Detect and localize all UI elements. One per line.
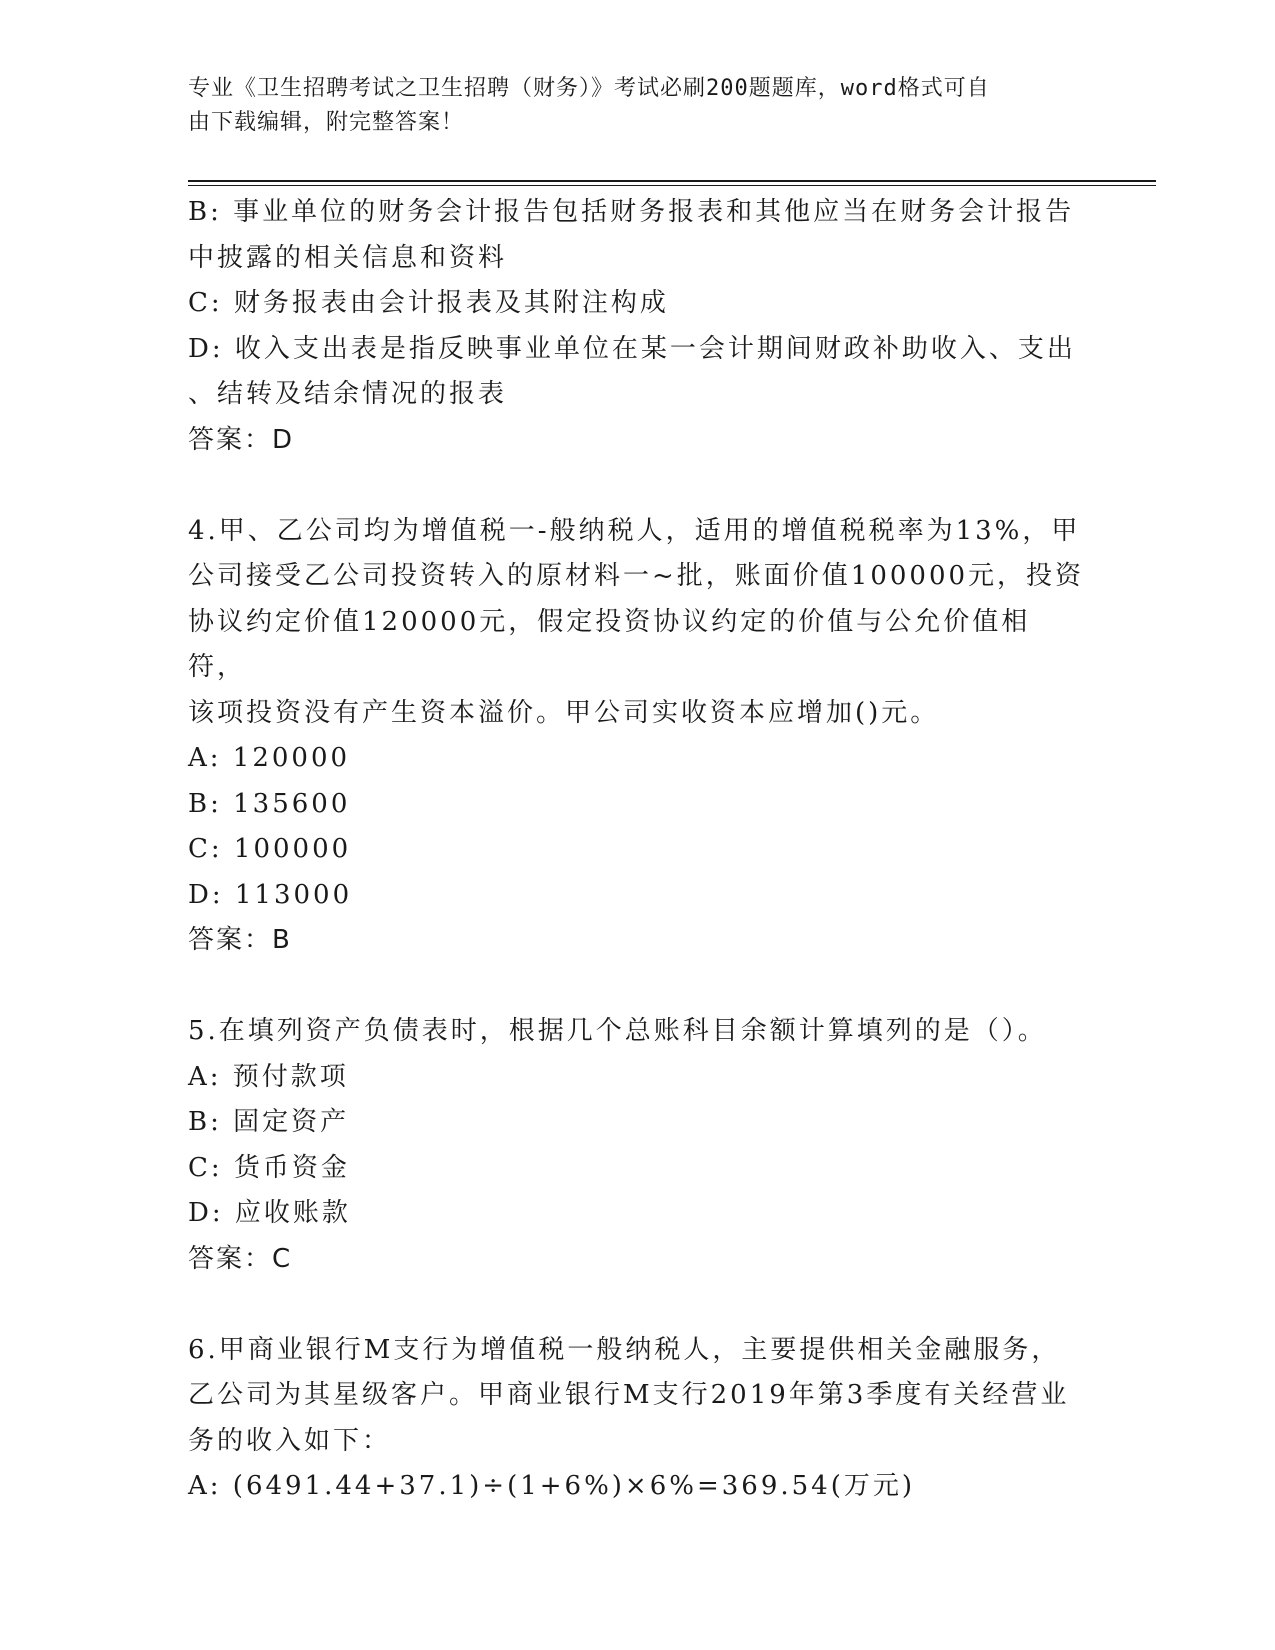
q6-stem-line-3: 务的收入如下：	[188, 1425, 392, 1456]
q4-stem-line-3: 协议约定价值120000元，假定投资协议约定的价值与公允价值相符，	[188, 606, 1031, 682]
q4-option-b: B: 135600	[188, 788, 351, 819]
header-divider-thick	[188, 180, 1156, 182]
q5-option-b: B: 固定资产	[188, 1107, 350, 1137]
q3-option-d-line-2: 、结转及结余情况的报表	[188, 379, 508, 409]
q4-option-a: A: 120000	[188, 743, 351, 773]
q3-answer: 答案：D	[188, 424, 295, 455]
document-header	[188, 72, 1088, 140]
question-6-block	[188, 1328, 1088, 1510]
question-3-block	[188, 190, 1088, 463]
q5-option-c: C: 货币资金	[188, 1152, 350, 1183]
q4-option-d: D: 113000	[188, 879, 353, 910]
q4-stem-line-4: 该项投资没有产生资本溢价。甲公司实收资本应增加()元。	[188, 697, 940, 728]
q5-stem: 5.在填列资产负债表时，根据几个总账科目余额计算填列的是（）。	[188, 1016, 1047, 1046]
q3-option-b-line-1: B: 事业单位的财务会计报告包括财务报表和其他应当在财务会计报告	[188, 197, 1075, 227]
spacer	[188, 463, 1088, 509]
q5-answer: 答案：C	[188, 1243, 293, 1274]
question-4-block	[188, 509, 1088, 964]
spacer	[188, 964, 1088, 1010]
spacer	[188, 1282, 1088, 1328]
document-body	[188, 190, 1088, 1510]
q3-option-c: C: 财务报表由会计报表及其附注构成	[188, 288, 669, 318]
header-line-2: 由下载编辑，附完整答案！	[188, 110, 465, 135]
q4-stem-line-2: 公司接受乙公司投资转入的原材料一~批，账面价值100000元，投资	[188, 561, 1085, 591]
header-line-1: 专业《卫生招聘考试之卫生招聘（财务）》考试必刷200题题库，word格式可自	[188, 76, 990, 101]
q6-option-a: A: (6491.44+37.1)÷(1+6%)×6%=369.54(万元)	[188, 1471, 916, 1501]
q5-option-d: D: 应收账款	[188, 1198, 351, 1228]
q4-option-c: C: 100000	[188, 834, 352, 864]
question-5-block	[188, 1009, 1088, 1282]
q3-option-b-line-2: 中披露的相关信息和资料	[188, 242, 508, 273]
header-divider-thin	[188, 185, 1156, 186]
q4-stem-line-1: 4.甲、乙公司均为增值税一-般纳税人，适用的增值税税率为13%，甲	[188, 515, 1081, 546]
q4-answer: 答案：B	[188, 925, 292, 955]
q6-stem-line-1: 6.甲商业银行M支行为增值税一般纳税人，主要提供相关金融服务，	[188, 1334, 1061, 1365]
q5-option-a: A: 预付款项	[188, 1061, 349, 1092]
q6-stem-line-2: 乙公司为其星级客户。甲商业银行M支行2019年第3季度有关经营业	[188, 1380, 1070, 1410]
q3-option-d-line-1: D: 收入支出表是指反映事业单位在某一会计期间财政补助收入、支出	[188, 333, 1076, 364]
